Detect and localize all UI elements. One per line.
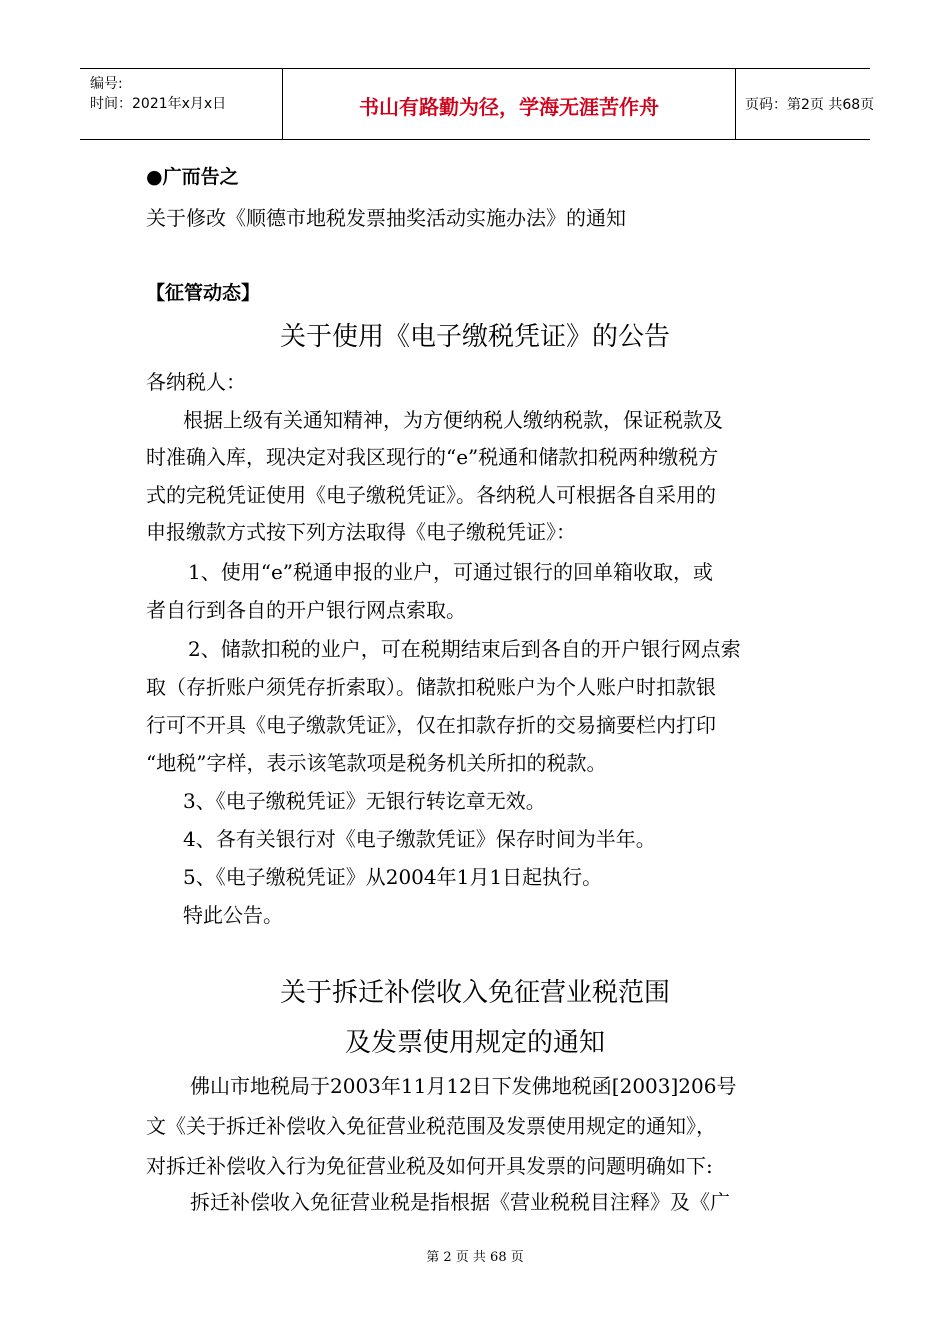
article1-line: 式的完税凭证使用《电子缴税凭证》。各纳税人可根据各自采用的 bbox=[146, 483, 716, 507]
article1-line: 2、储款扣税的业户，可在税期结束后到各自的开户银行网点索 bbox=[188, 637, 741, 661]
article1-line: 者自行到各自的开户银行网点索取。 bbox=[146, 598, 466, 622]
page-footer: 第 2 页 共 68 页 bbox=[426, 1250, 524, 1265]
article2-line: 拆迁补偿收入免征营业税是指根据《营业税税目注释》及《广 bbox=[190, 1190, 730, 1214]
article1-line: 行可不开具《电子缴款凭证》，仅在扣款存折的交易摘要栏内打印 bbox=[146, 713, 716, 737]
article1-line: 取（存折账户须凭存折索取）。储款扣税账户为个人账户时扣款银 bbox=[146, 675, 716, 699]
article1-line: 特此公告。 bbox=[183, 903, 283, 927]
article1-title: 关于使用《电子缴税凭证》的公告 bbox=[279, 322, 670, 352]
article1-line: 时准确入库，现决定对我区现行的“e”税通和储款扣税两种缴税方 bbox=[146, 445, 719, 469]
header-left-cell bbox=[80, 69, 282, 139]
notice-heading: ●广而告之 bbox=[146, 166, 239, 188]
article1-line: 申报缴款方式按下列方法取得《电子缴税凭证》： bbox=[146, 520, 576, 544]
page-header bbox=[80, 68, 875, 140]
header-page-cell bbox=[735, 69, 875, 139]
article1-line: 各纳税人： bbox=[146, 370, 246, 394]
notice-line: 关于修改《顺德市地税发票抽奖活动实施办法》的通知 bbox=[146, 206, 626, 230]
article1-line: “地税”字样，表示该笔款项是税务机关所扣的税款。 bbox=[146, 751, 607, 775]
header-motto-cell bbox=[282, 69, 736, 139]
section-label: 【征管动态】 bbox=[146, 282, 261, 304]
article2-title-line1: 关于拆迁补偿收入免征营业税范围 bbox=[279, 978, 670, 1008]
doc-date: 时间：2021年x月x日 bbox=[90, 96, 227, 112]
article2-line: 对拆迁补偿收入行为免征营业税及如何开具发票的问题明确如下: bbox=[146, 1154, 713, 1178]
article1-line: 3、《电子缴税凭证》无银行转讫章无效。 bbox=[183, 789, 546, 813]
article1-line: 根据上级有关通知精神，为方便纳税人缴纳税款，保证税款及 bbox=[183, 408, 723, 432]
article1-line: 4、各有关银行对《电子缴款凭证》保存时间为半年。 bbox=[183, 827, 656, 851]
doc-number-label: 编号: bbox=[90, 76, 123, 92]
article2-line: 佛山市地税局于2003年11月12日下发佛地税函[2003]206号 bbox=[190, 1074, 737, 1098]
article2-line: 文《关于拆迁补偿收入免征营业税范围及发票使用规定的通知》， bbox=[146, 1114, 716, 1138]
article1-line: 1、使用“e”税通申报的业户，可通过银行的回单箱收取，或 bbox=[188, 560, 714, 584]
article2-title-line2: 及发票使用规定的通知 bbox=[344, 1028, 605, 1058]
article1-line: 5、《电子缴税凭证》从2004年1月1日起执行。 bbox=[183, 865, 603, 889]
header-page-info: 页码：第2页 共68页 bbox=[745, 97, 875, 113]
header-motto: 书山有路勤为径，学海无涯苦作舟 bbox=[359, 95, 659, 119]
